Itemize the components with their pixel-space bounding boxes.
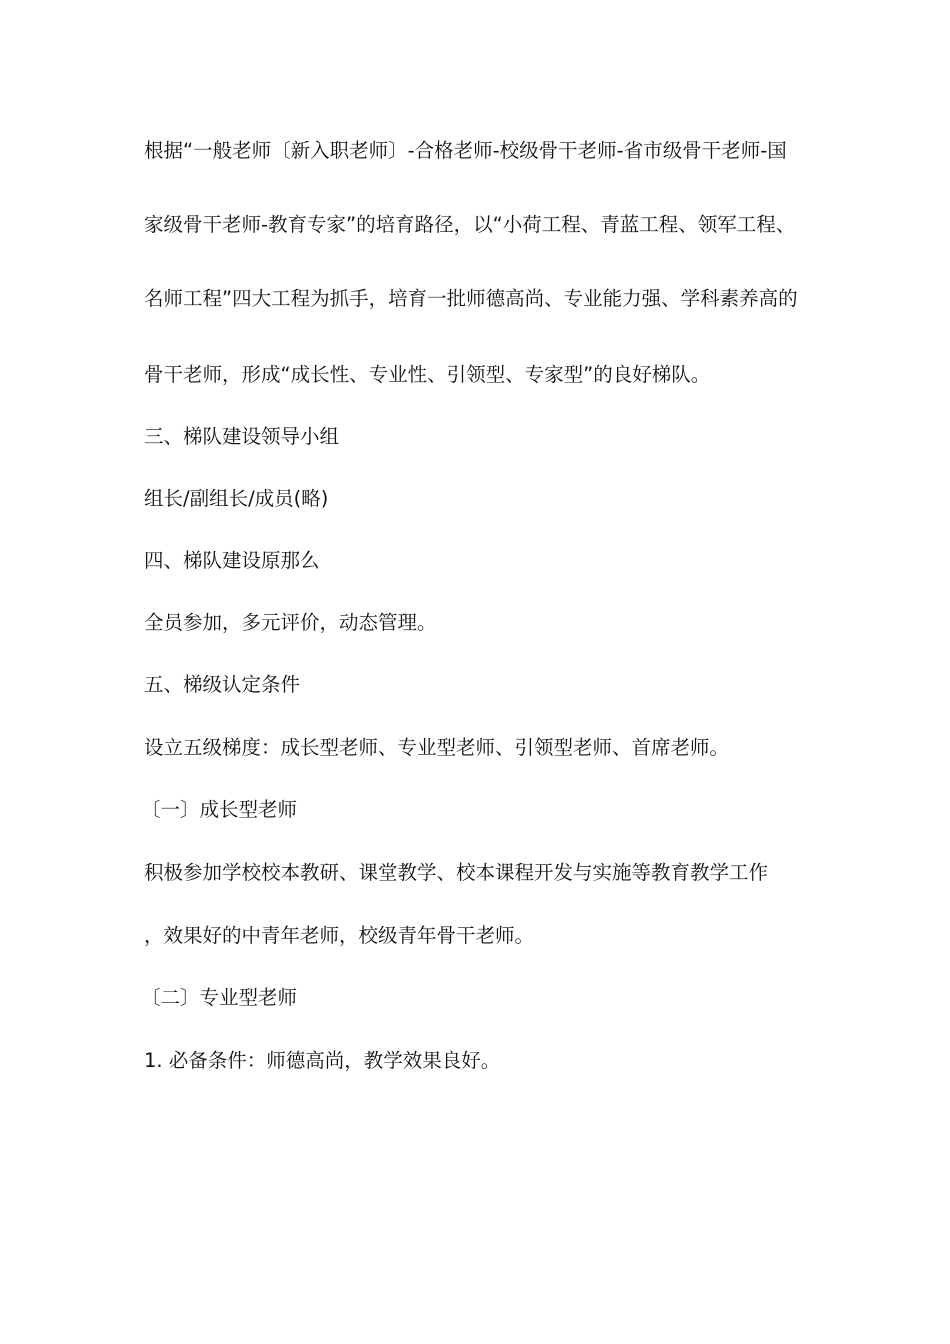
section-5-body: 设立五级梯度：成长型老师、专业型老师、引领型老师、首席老师。 (144, 736, 730, 759)
section-3-body: 组长/副组长/成员(略) (144, 487, 329, 510)
section-5-heading: 五、梯级认定条件 (144, 673, 301, 696)
section-4-heading: 四、梯队建设原那么 (144, 549, 320, 572)
subsection-1-body-line-2: ，效果好的中青年老师，校级青年骨干老师。 (144, 924, 535, 947)
paragraph-line-1: 根据“一般老师〔新入职老师〕-合格老师-校级骨干老师-省市级骨干老师-国 (144, 139, 787, 162)
section-3-heading: 三、梯队建设领导小组 (144, 425, 340, 448)
paragraph-line-3: 名师工程”四大工程为抓手，培育一批师德高尚、专业能力强、学科素养高的 (144, 287, 798, 310)
subsection-1-heading: 〔一〕成长型老师 (141, 798, 298, 821)
subsection-2-heading: 〔二〕专业型老师 (141, 986, 298, 1009)
subsection-2-item-1: 1. 必备条件：师德高尚，教学效果良好。 (144, 1049, 501, 1072)
paragraph-line-4: 骨干老师，形成“成长性、专业性、引领型、专家型”的良好梯队。 (144, 363, 711, 386)
subsection-1-body-line-1: 积极参加学校校本教研、课堂教学、校本课程开发与实施等教育教学工作 (144, 861, 769, 884)
paragraph-line-2: 家级骨干老师-教育专家”的培育路径，以“小荷工程、青蓝工程、领军工程、 (144, 213, 796, 236)
section-4-body: 全员参加，多元评价，动态管理。 (144, 611, 437, 634)
